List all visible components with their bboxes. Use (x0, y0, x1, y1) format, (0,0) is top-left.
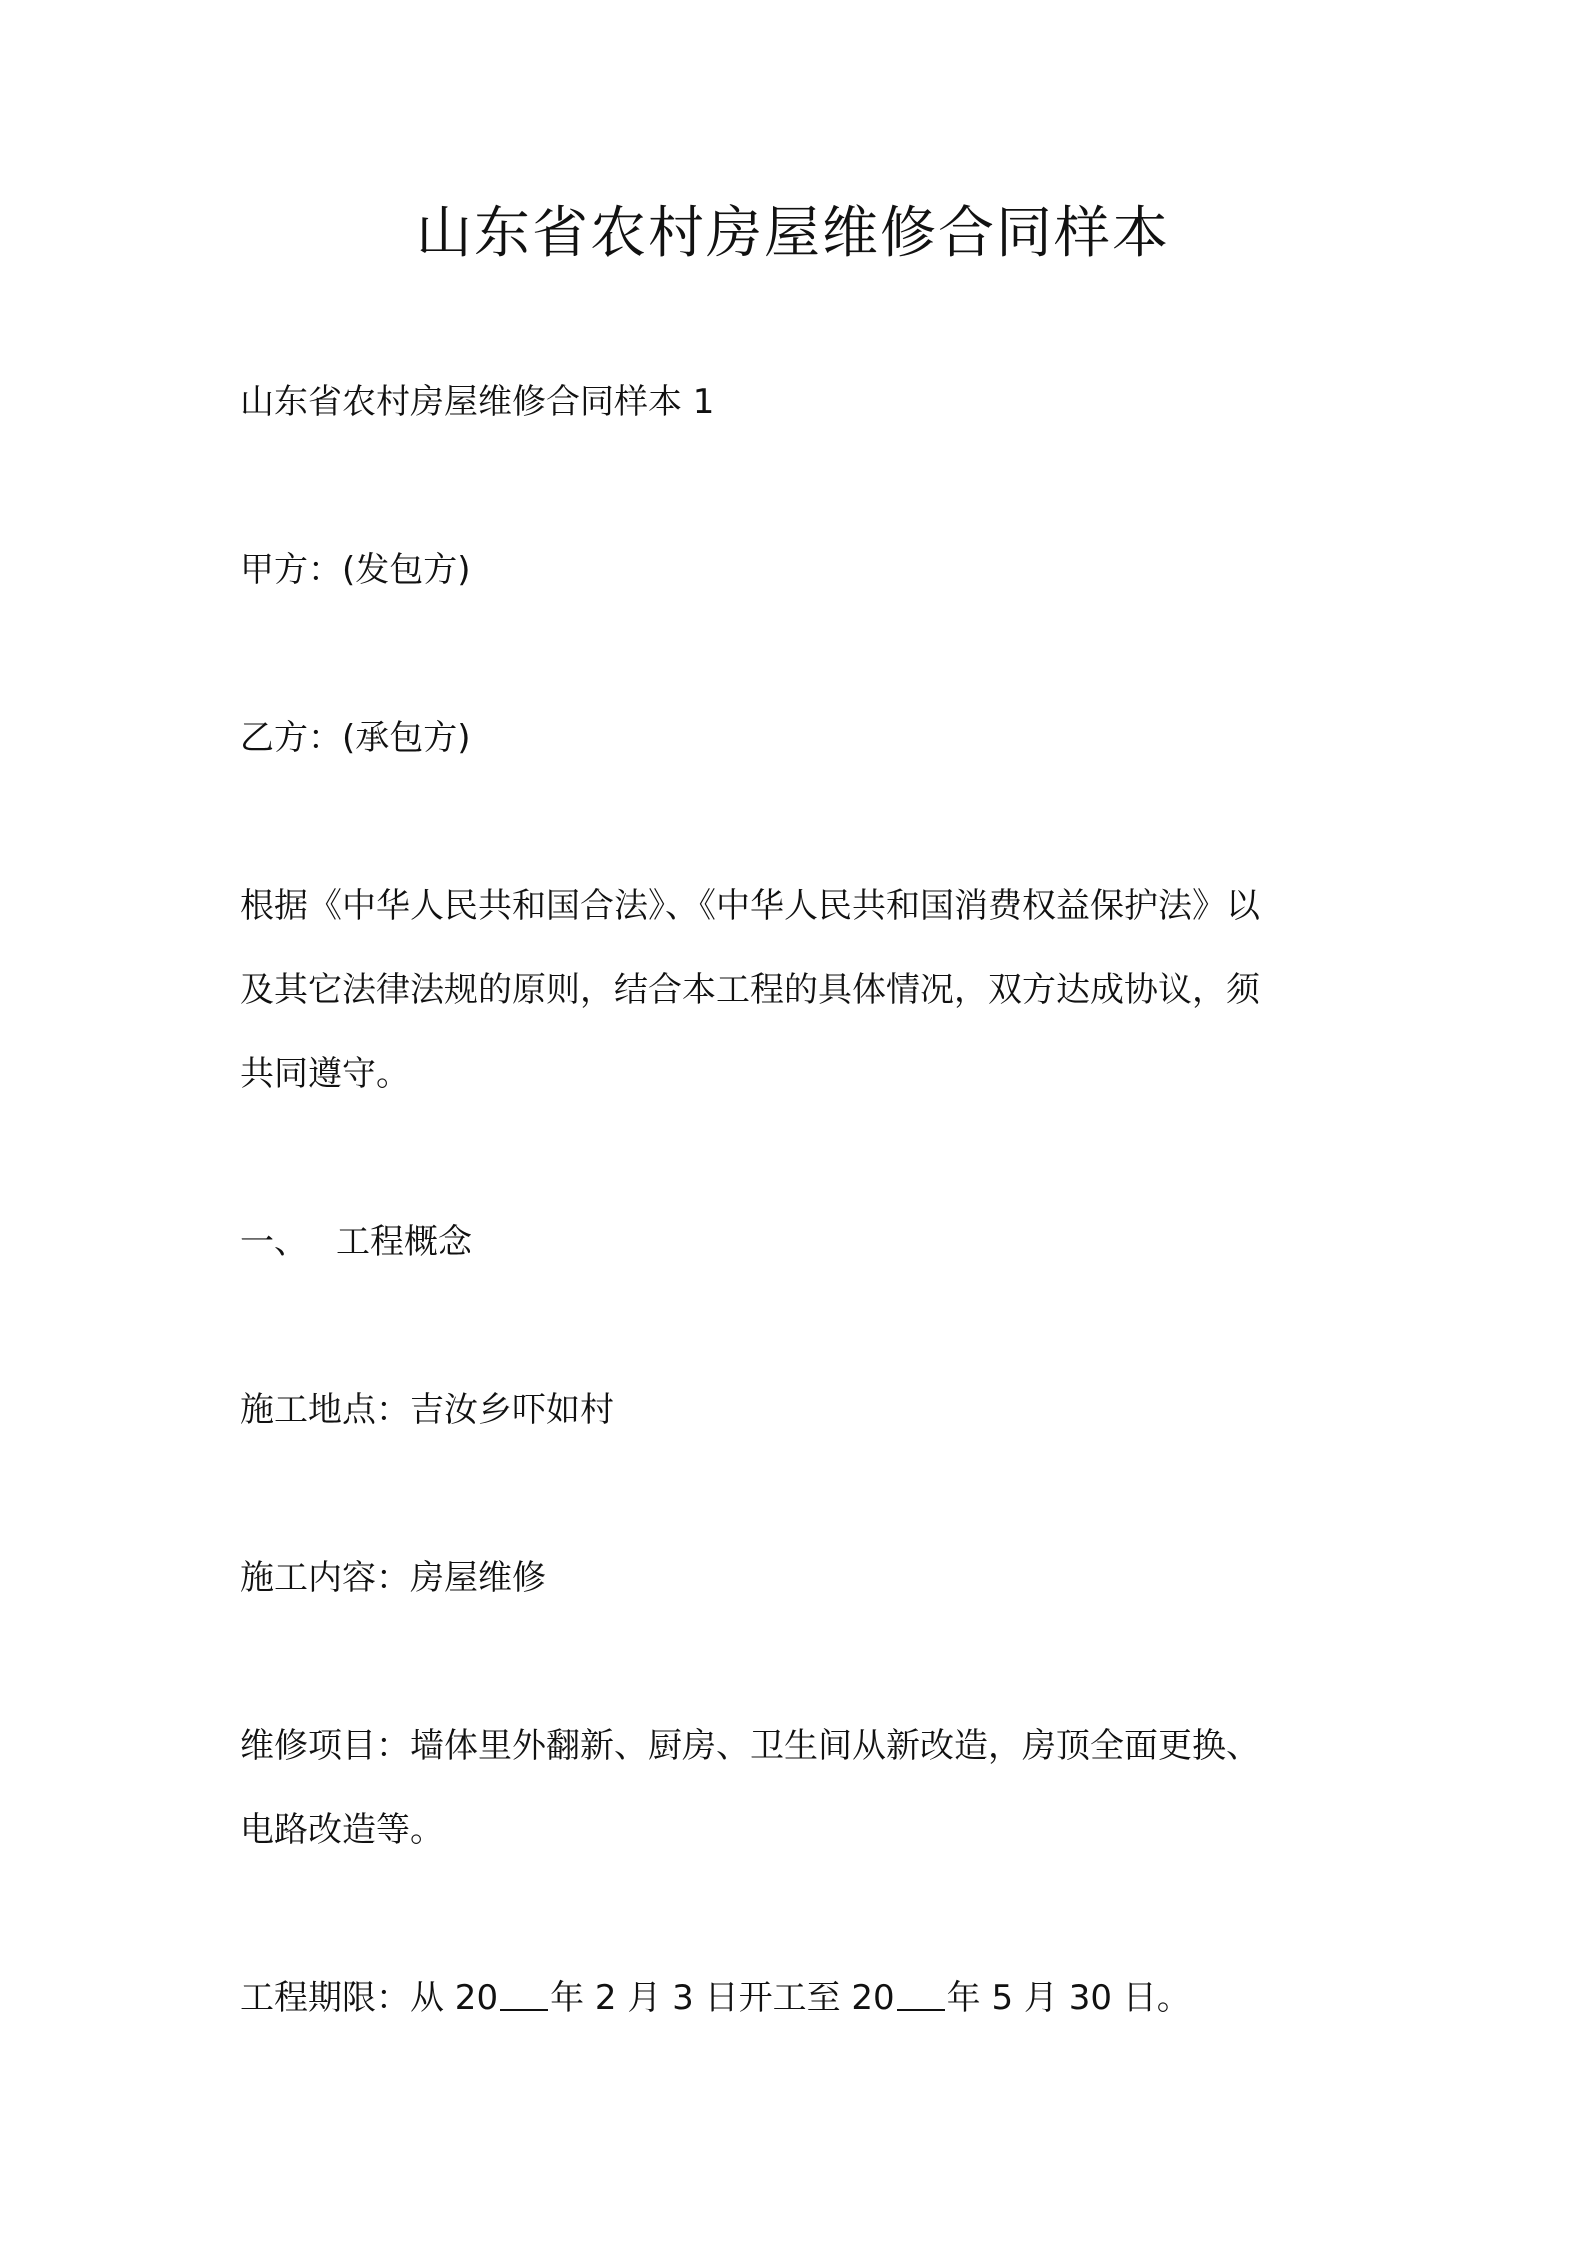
preamble-line-1: 根据《中华人民共和国合法》、《中华人民共和国消费权益保护法》以 (240, 886, 1260, 926)
year-blank-1 (500, 1979, 548, 2011)
section-1-number: 一、 (240, 1222, 308, 1262)
period-middle: 年 2 月 3 日开工至 20 (550, 1978, 895, 2018)
construction-location: 施工地点：吉汝乡吓如村 (240, 1390, 614, 1430)
preamble-paragraph (240, 864, 1360, 1116)
section-1-heading (240, 1200, 1360, 1284)
repair-items-paragraph (240, 1704, 1360, 1872)
period-suffix: 年 5 月 30 日。 (946, 1978, 1191, 2018)
repair-items-line-1: 维修项目：墙体里外翻新、厨房、卫生间从新改造，房顶全面更换、 (240, 1726, 1260, 1766)
repair-items-line-2: 电路改造等。 (240, 1810, 444, 1850)
party-b-line: 乙方：(承包方) (240, 718, 471, 758)
construction-period (240, 1956, 1360, 2040)
period-prefix: 工程期限：从 20 (240, 1978, 499, 2018)
section-1-title: 工程概念 (336, 1222, 472, 1262)
preamble-line-2: 及其它法律法规的原则，结合本工程的具体情况，双方达成协议，须 (240, 970, 1260, 1010)
document-title: 山东省农村房屋维修合同样本 (416, 201, 1170, 266)
party-a-line: 甲方：(发包方) (240, 550, 471, 590)
preamble-line-3: 共同遵守。 (240, 1054, 410, 1094)
contract-subtitle: 山东省农村房屋维修合同样本 1 (240, 382, 715, 422)
year-blank-2 (897, 1979, 945, 2011)
construction-content: 施工内容：房屋维修 (240, 1558, 546, 1598)
